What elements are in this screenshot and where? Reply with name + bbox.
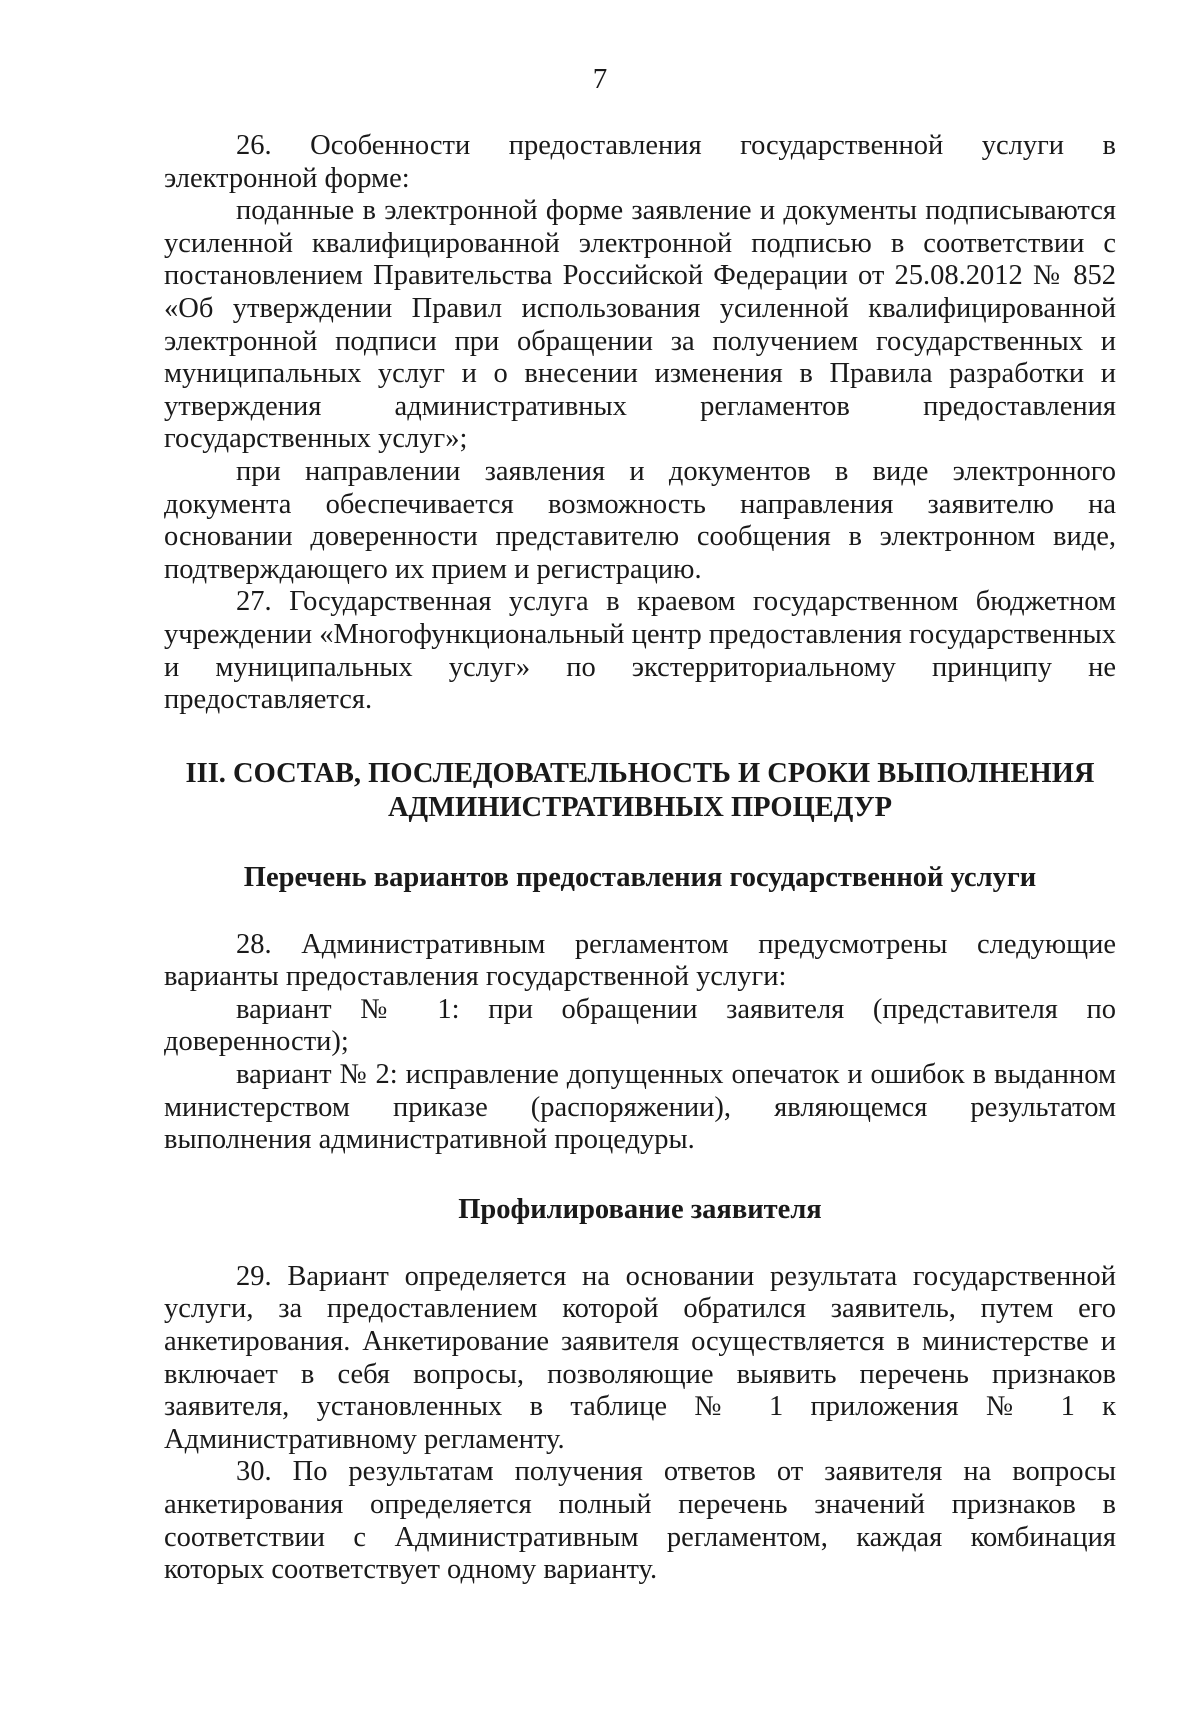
- paragraph-26-notification: при направлении заявления и документов в виде электронного документа обеспечивается возможность направления заявителю на основании доверенности представителю сообщения в электронном виде, подтверждающего их прием и регистрацию.: [164, 455, 1116, 585]
- subheading-variants: Перечень вариантов предоставления государственной услуги: [243, 861, 1037, 893]
- paragraph-variant-2: вариант № 2: исправление допущенных опечаток и ошибок в выданном министерством приказе (распоряжении), являющемся результатом выполнения административной процедуры.: [164, 1059, 1116, 1156]
- section-heading-line-2: АДМИНИСТРАТИВНЫХ ПРОЦЕДУР: [387, 791, 893, 823]
- document-body: [164, 130, 1116, 1587]
- section-heading: [164, 757, 1116, 825]
- paragraph-30: 30. По результатам получения ответов от заявителя на вопросы анкетирования определяется полный перечень значений признаков в соответствии с Административным регламентом, каждая комбинация которых соответствует одному варианту.: [164, 1456, 1116, 1586]
- page-number: 7: [592, 63, 608, 95]
- paragraph-26-heading: 26. Особенности предоставления государственной услуги в электронной форме:: [164, 130, 1116, 194]
- paragraph-28: 28. Административным регламентом предусмотрены следующие варианты предоставления государственной услуги:: [164, 928, 1116, 993]
- paragraph-variant-1: вариант № 1: при обращении заявителя (представителя по доверенности);: [164, 993, 1116, 1058]
- paragraph-27: 27. Государственная услуга в краевом государственном бюджетном учреждении «Многофункциональный центр предоставления государственных и муниципальных услуг» по экстерриториальному принципу не предоставляется.: [164, 586, 1116, 716]
- paragraph-26-signature: поданные в электронной форме заявление и документы подписываются усиленной квалифицированной электронной подписью в соответствии с постановлением Правительства Российской Федерации от 25.08.2012 № 852 «Об утверждении Правил использования усиленной квалифицированной электронной подписи при обращении за получением государственных и муниципальных услуг и о внесении изменения в Правила разработки и утверждения административных регламентов предоставления государственных услуг»;: [164, 195, 1116, 455]
- subheading-profiling: Профилирование заявителя: [458, 1193, 822, 1225]
- section-heading-line-1: III. СОСТАВ, ПОСЛЕДОВАТЕЛЬНОСТЬ И СРОКИ ВЫПОЛНЕНИЯ: [185, 757, 1095, 789]
- paragraph-29: 29. Вариант определяется на основании результата государственной услуги, за предоставлением которой обратился заявитель, путем его анкетирования. Анкетирование заявителя осуществляется в министерстве и включает в себя вопросы, позволяющие выявить перечень признаков заявителя, установленных в таблице № 1 приложения № 1 к Административному регламенту.: [164, 1260, 1116, 1455]
